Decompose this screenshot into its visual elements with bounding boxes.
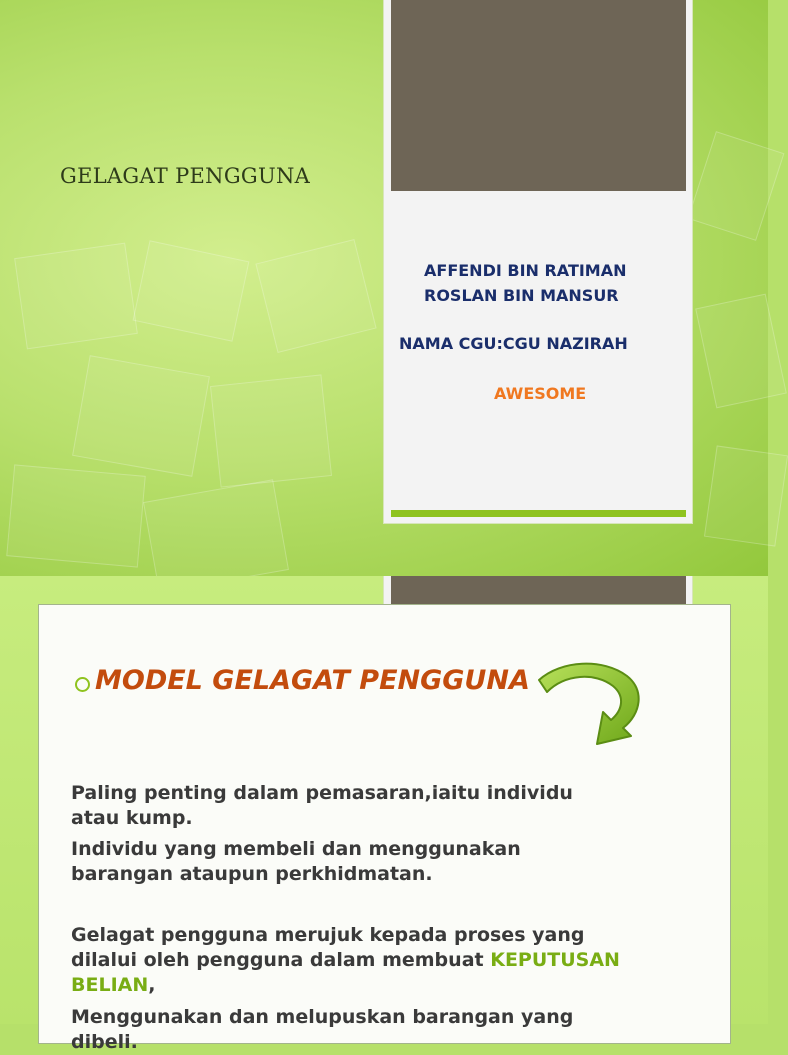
paragraph-text: dilalui oleh pengguna dalam membuat bbox=[71, 949, 491, 971]
paragraph bbox=[71, 923, 701, 998]
background-square bbox=[688, 131, 785, 241]
slide-title: GELAGAT PENGGUNA bbox=[60, 164, 311, 188]
teacher-name: NAMA CGU:CGU NAZIRAH bbox=[399, 334, 628, 353]
slide-heading: MODEL GELAGAT PENGGUNA bbox=[95, 665, 530, 696]
paragraph-text: , bbox=[148, 974, 156, 996]
paragraph-line: Paling penting dalam pemasaran,iaitu individu bbox=[71, 782, 573, 804]
author-name: ROSLAN BIN MANSUR bbox=[424, 286, 619, 305]
paragraph bbox=[71, 1005, 701, 1055]
content-slide bbox=[0, 576, 768, 1053]
author-list bbox=[424, 258, 689, 308]
paragraph bbox=[71, 837, 701, 887]
author-name: AFFENDI BIN RATIMAN bbox=[424, 261, 627, 280]
paragraph-line: dibeli. bbox=[71, 1031, 138, 1053]
background-square bbox=[133, 240, 250, 341]
paragraph-line: barangan ataupun perkhidmatan. bbox=[71, 863, 433, 885]
paragraph bbox=[71, 781, 701, 831]
circle-bullet-icon bbox=[75, 677, 90, 692]
paragraph-line: Menggunakan dan melupuskan barangan yang bbox=[71, 1006, 574, 1028]
background-square bbox=[695, 294, 787, 409]
author-panel bbox=[383, 0, 693, 524]
background-square bbox=[72, 355, 210, 477]
accent-bar bbox=[391, 510, 686, 517]
content-box bbox=[38, 604, 731, 1053]
paragraph-line: Gelagat pengguna merujuk kepada proses yang bbox=[71, 924, 585, 946]
highlight-text: KEPUTUSAN bbox=[490, 949, 620, 971]
background-square bbox=[6, 464, 146, 567]
paragraph-line bbox=[71, 973, 701, 998]
highlight-text: BELIAN bbox=[71, 974, 149, 996]
background-square bbox=[255, 239, 376, 353]
paragraph-line bbox=[71, 948, 701, 973]
background-square bbox=[14, 243, 138, 350]
curved-arrow-icon bbox=[531, 658, 651, 750]
background-square bbox=[704, 445, 788, 546]
paragraph-line: Individu yang membeli dan menggunakan bbox=[71, 838, 521, 860]
photo-placeholder bbox=[391, 0, 686, 191]
group-name: AWESOME bbox=[494, 384, 587, 403]
background-square bbox=[210, 374, 332, 487]
paragraph-line: atau kump. bbox=[71, 807, 193, 829]
